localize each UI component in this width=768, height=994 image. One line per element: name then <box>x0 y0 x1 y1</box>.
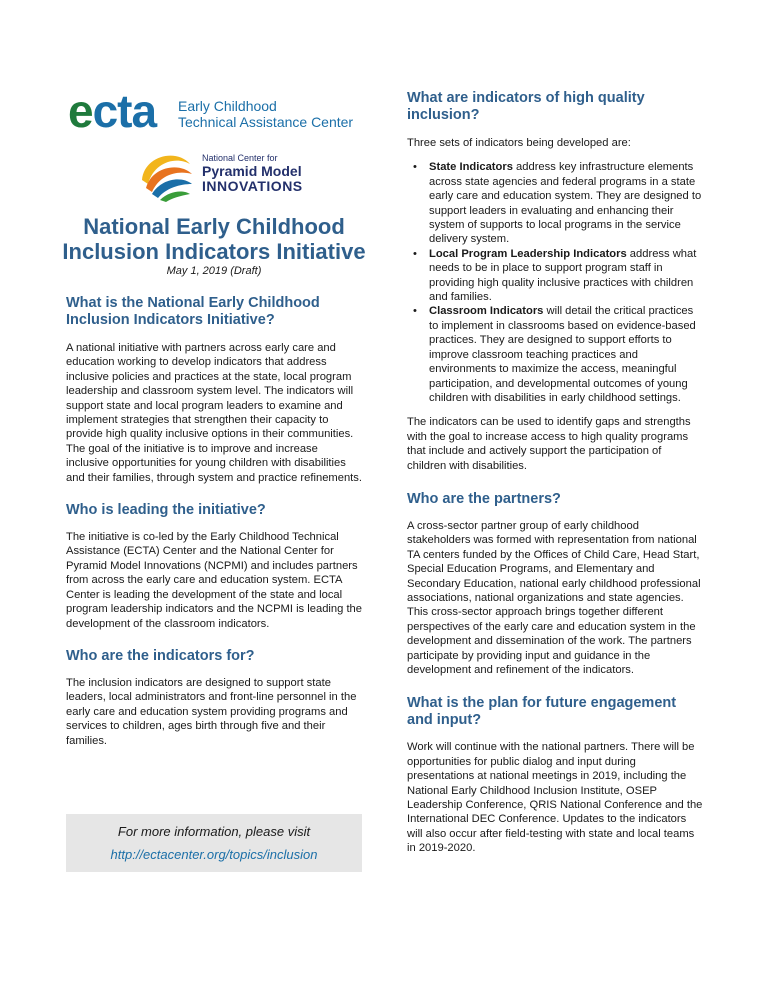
paragraph-plan: Work will continue with the national partners. There will be opportunities for public dialog and input during presentations at national meetings in 2019, including the National Early Childhood Inclusion Institute, OSEP Leadership Conference, QRIS National Conference and the International DEC Conference. Updates to the indicators will also occur after field-testing with state and local teams in 2019-2020. <box>407 741 703 855</box>
heading-what-is: What is the National Early Childhood Inclusion Indicators Initiative? <box>66 295 320 328</box>
pm-logo-line1: National Center for <box>202 153 278 163</box>
left-column <box>62 85 366 748</box>
callout-link[interactable]: http://ectacenter.org/topics/inclusion <box>110 847 318 862</box>
pm-logo-line3: INNOVATIONS <box>202 178 303 194</box>
bullet-icon: • <box>413 305 417 318</box>
paragraph-who-leading: The initiative is co-led by the Early Childhood Technical Assistance (ECTA) Center and the National Center for Pyramid Model Innovations (NCPMI) and includes partners from across the early care and education system. ECTA Center is leading the development of the state and local program leadership indicators and the NCPMI is leading the development of the classroom indicators. <box>66 531 363 630</box>
document-date: May 1, 2019 (Draft) <box>166 265 262 277</box>
page-title: National Early Childhood Inclusion Indicators Initiative <box>62 214 366 264</box>
paragraph-what-is: A national initiative with partners across early care and education working to develop indicators that address inclusive policies and practices at the state, local program leadership and classroom system level. The indicators will support state and local program leaders to examine and implement strategies that strengthen their capacity to provide high quality inclusive options in their communities. The goal of the initiative is to improve and increase inclusive opportunities for young children with disabilities and their families, through system and practice refinements. <box>66 342 362 484</box>
pyramid-model-swirl-icon <box>136 144 196 204</box>
indicators-list <box>407 160 703 405</box>
ecta-logo-line2: Technical Assistance Center <box>178 114 354 130</box>
callout-text: For more information, please visit <box>117 824 311 839</box>
pyramid-model-logo <box>66 144 362 204</box>
heading-indicators: What are indicators of high quality inclusion? <box>407 90 645 123</box>
ecta-wordmark: ecta <box>68 85 157 137</box>
list-item: • Classroom Indicators will detail the critical practices to implement in classrooms based on evidence-based practices. They are designed to support efforts to improve classroom teaching practices and environments to maximize the access, meaningful participation, and developmental outcomes of young children with disabilities in early childhood settings. <box>413 305 696 404</box>
heading-plan: What is the plan for future engagement and input? <box>407 695 677 729</box>
heading-who-for: Who are the indicators for? <box>66 647 255 664</box>
bullet-icon: • <box>413 161 417 174</box>
more-info-callout <box>66 814 362 872</box>
bullet-icon: • <box>413 247 417 260</box>
list-item: • Local Program Leadership Indicators address what needs to be in place to support program staff in providing high quality inclusive practices with children and families. <box>413 247 697 304</box>
heading-partners: Who are the partners? <box>407 490 561 507</box>
ecta-logo-line1: Early Childhood <box>178 98 277 114</box>
ecta-logo <box>66 85 362 142</box>
indicators-intro: Three sets of indicators being developed are: <box>407 137 631 149</box>
heading-who-leading: Who is leading the initiative? <box>66 502 266 519</box>
list-item: • State Indicators address key infrastructure elements across state agencies and federal programs in a state early care and education system. They are designed to support leaders in evaluating and enhancing their system of supports to local programs in the service delivery system. <box>413 161 702 246</box>
pm-logo-line2: Pyramid Model <box>202 163 302 179</box>
indicators-outro: The indicators can be used to identify gaps and strengths with the goal to increase access to high quality programs that include and actively support the participation of children with disabilities. <box>407 416 691 472</box>
paragraph-partners: A cross-sector partner group of early childhood stakeholders was formed with representation from national TA centers funded by the Offices of Child Care, Head Start, Special Education Programs, and Elementary and Secondary Education, national early childhood professional associations, national organizations and state agencies. This cross-sector approach brings together different perspectives of the early care and education system in the development and dissemination of the work. The partners participate by providing input and guidance in the development and refinement of the indicators. <box>407 519 701 676</box>
paragraph-who-for: The inclusion indicators are designed to support state leaders, local administrators and front-line personnel in the early care and education system providing programs and services to children, ages birth through five and their families. <box>66 676 357 747</box>
right-column <box>407 90 703 856</box>
